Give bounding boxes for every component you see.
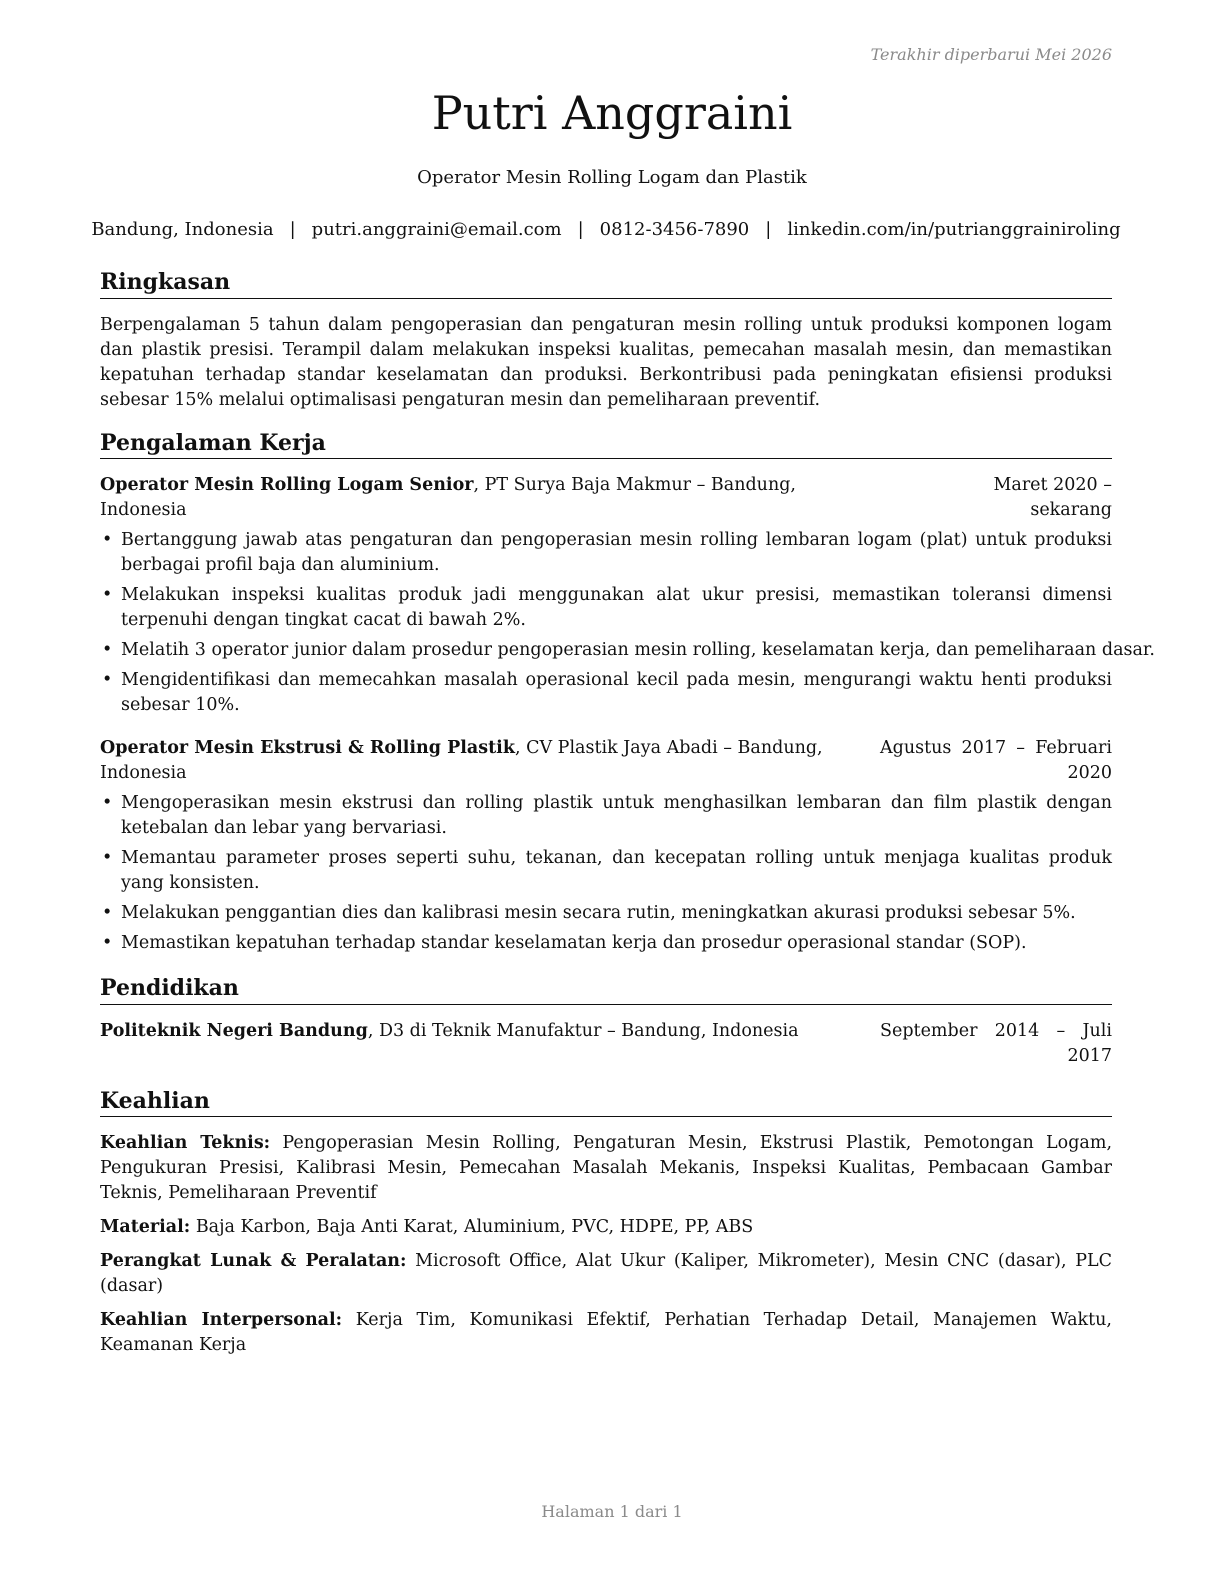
skill-row xyxy=(100,1215,1112,1240)
last-updated-note: Terakhir diperbarui Mei 2026 xyxy=(870,45,1112,64)
skill-value: Baja Karbon, Baja Anti Karat, Aluminium, PVC, HDPE, PP, ABS xyxy=(190,1217,754,1238)
section-title-summary: Ringkasan xyxy=(100,268,1112,299)
job-bullet: • Mengoperasikan mesin ekstrusi dan rolling plastik untuk menghasilkan lembaran dan film plastik dengan ketebalan dan lebar yang bervariasi. xyxy=(100,791,1112,841)
contact-linkedin[interactable]: linkedin.com/in/putrianggrainiroling xyxy=(787,219,1121,240)
page-number: Halaman 1 dari 1 xyxy=(541,1502,683,1521)
skill-value: Pengoperasian Mesin Rolling, Pengaturan Mesin, Ekstrusi Plastik, Pemotongan Logam, Pengukuran Presisi, Kalibrasi Mesin, Pemecahan Masalah Mekanis, Inspeksi Kualitas, Pembacaan Gambar Teknis, Pemeliharaan Preventif xyxy=(100,1133,1113,1204)
skill-label: Perangkat Lunak & Peralatan: xyxy=(100,1251,407,1272)
job-dates: Maret 2020 – sekarang xyxy=(993,475,1112,521)
job-company: , CV Plastik Jaya Abadi – Bandung, Indonesia xyxy=(100,738,823,784)
summary-section xyxy=(100,268,1112,413)
skills-section xyxy=(100,1087,1112,1359)
job-title-line xyxy=(100,736,872,786)
resume-content xyxy=(100,268,1155,1367)
skill-label: Keahlian Interpersonal: xyxy=(100,1310,343,1331)
skill-row xyxy=(100,1308,1112,1358)
job-bullet: • Memastikan kepatuhan terhadap standar keselamatan kerja dan prosedur operasional standar (SOP). xyxy=(100,931,1112,956)
job-header xyxy=(100,736,1112,786)
job-bullet: • Melakukan inspeksi kualitas produk jadi menggunakan alat ukur presisi, memastikan toleransi dimensi terpenuhi dengan tingkat cacat di bawah 2%. xyxy=(100,583,1112,633)
job-bullets xyxy=(100,528,1155,718)
contact-location: Bandung, Indonesia xyxy=(91,219,274,240)
contact-phone: 0812-3456-7890 xyxy=(599,219,750,240)
skill-row xyxy=(100,1131,1112,1206)
job-bullet: • Melakukan penggantian dies dan kalibrasi mesin secara rutin, meningkatkan akurasi produksi sebesar 5%. xyxy=(100,901,1112,926)
skill-value: Kerja Tim, Komunikasi Efektif, Perhatian Terhadap Detail, Manajemen Waktu, Keamanan Kerja xyxy=(100,1310,1112,1356)
job-bullet: • Melatih 3 operator junior dalam prosedur pengoperasian mesin rolling, keselamatan kerja, dan pemeliharaan dasar. xyxy=(100,638,1112,663)
education-section xyxy=(100,974,1112,1069)
candidate-title: Operator Mesin Rolling Logam dan Plastik xyxy=(417,167,807,188)
job-role: Operator Mesin Ekstrusi & Rolling Plastik xyxy=(100,738,515,759)
job-entry xyxy=(100,473,1155,718)
education-school: Politeknik Negeri Bandung xyxy=(100,1020,368,1041)
skill-row xyxy=(100,1249,1112,1299)
education-dates: September 2014 – Juli 2017 xyxy=(880,1020,1112,1066)
job-company: , PT Surya Baja Makmur – Bandung, Indonesia xyxy=(100,475,796,521)
contact-separator: | xyxy=(289,219,296,240)
job-role: Operator Mesin Rolling Logam Senior xyxy=(100,475,474,496)
skill-value: Microsoft Office, Alat Ukur (Kaliper, Mikrometer), Mesin CNC (dasar), PLC (dasar) xyxy=(100,1251,1112,1297)
education-header xyxy=(100,1019,1112,1069)
education-line xyxy=(100,1019,872,1069)
job-title-line xyxy=(100,473,871,523)
contact-separator: | xyxy=(765,219,772,240)
section-title-skills: Keahlian xyxy=(100,1087,1112,1118)
job-bullet: • Mengidentifikasi dan memecahkan masalah operasional kecil pada mesin, mengurangi waktu henti produksi sebesar 10%. xyxy=(100,668,1112,718)
job-bullet: • Bertanggung jawab atas pengaturan dan pengoperasian mesin rolling lembaran logam (plat) untuk produksi berbagai profil baja dan aluminium. xyxy=(100,528,1112,578)
education-entry xyxy=(100,1019,1112,1069)
job-bullet: • Memantau parameter proses seperti suhu, tekanan, dan kecepatan rolling untuk menjaga kualitas produk yang konsisten. xyxy=(100,846,1112,896)
contact-separator: | xyxy=(577,219,584,240)
contact-line xyxy=(91,219,1121,240)
job-dates: Agustus 2017 – Februari 2020 xyxy=(880,738,1112,784)
skill-label: Keahlian Teknis: xyxy=(100,1133,271,1154)
job-entry xyxy=(100,736,1112,956)
job-header xyxy=(100,473,1112,523)
section-title-experience: Pengalaman Kerja xyxy=(100,429,1112,460)
education-detail: , D3 di Teknik Manufaktur – Bandung, Indonesia xyxy=(367,1020,799,1041)
candidate-name: Putri Anggraini xyxy=(431,86,793,140)
skill-label: Material: xyxy=(100,1217,191,1238)
contact-email[interactable]: putri.anggraini@email.com xyxy=(311,219,562,240)
job-bullets xyxy=(100,791,1112,956)
summary-text: Berpengalaman 5 tahun dalam pengoperasian dan pengaturan mesin rolling untuk produksi komponen logam dan plastik presisi. Terampil dalam melakukan inspeksi kualitas, pemecahan masalah mesin, dan memastikan kepatuhan terhadap standar keselamatan dan produksi. Berkontribusi pada peningkatan efisiensi produksi sebesar 15% melalui optimalisasi pengaturan mesin dan pemeliharaan preventif. xyxy=(100,314,1112,410)
experience-section xyxy=(100,429,1155,957)
section-title-education: Pendidikan xyxy=(100,974,1112,1005)
